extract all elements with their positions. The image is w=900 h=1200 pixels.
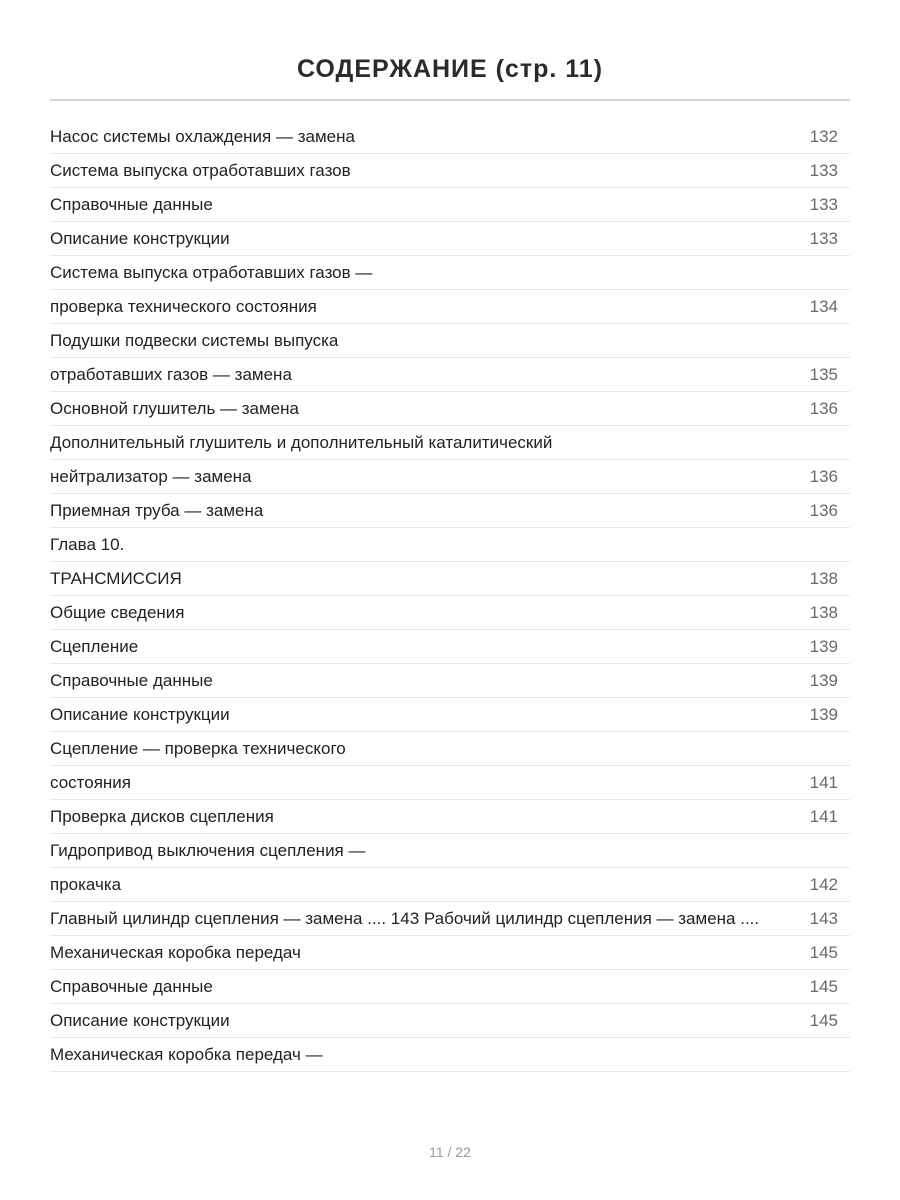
toc-entry-page-number: 133 <box>809 228 838 248</box>
toc-entry-title: Дополнительный глушитель и дополнительный каталитический <box>50 432 553 452</box>
toc-entry[interactable] <box>50 120 850 154</box>
toc-entry[interactable] <box>50 528 850 562</box>
toc-entry[interactable] <box>50 494 850 528</box>
toc-entry-page-number: 139 <box>809 636 838 656</box>
toc-entry[interactable] <box>50 256 850 290</box>
toc-entry-title: Система выпуска отработавших газов — <box>50 262 373 282</box>
toc-entry-page-number: 136 <box>809 500 838 520</box>
toc-entry-title: Насос системы охлаждения — замена <box>50 126 355 146</box>
toc-entry-page-number: 139 <box>809 670 838 690</box>
toc-entry-title: Описание конструкции <box>50 228 230 248</box>
toc-entry[interactable] <box>50 834 850 868</box>
toc-entry-title: Описание конструкции <box>50 704 230 724</box>
page-pagination: 11 / 22 <box>429 1144 471 1160</box>
title-divider <box>50 99 850 101</box>
toc-entry[interactable] <box>50 664 850 698</box>
toc-entry[interactable] <box>50 766 850 800</box>
toc-entry-page-number: 141 <box>809 806 838 826</box>
toc-entry-page-number: 142 <box>809 874 838 894</box>
toc-entry-title: Главный цилиндр сцепления — замена .... 143 Рабочий цилиндр сцепления — замена .... <box>50 908 760 928</box>
toc-entry-title: ТРАНСМИССИЯ <box>50 568 182 588</box>
toc-entry-page-number: 133 <box>809 160 838 180</box>
toc-entry-page-number: 139 <box>809 704 838 724</box>
table-of-contents <box>50 120 850 1072</box>
toc-entry[interactable] <box>50 1004 850 1038</box>
toc-entry[interactable] <box>50 562 850 596</box>
toc-entry[interactable] <box>50 324 850 358</box>
toc-entry-title: Основной глушитель — замена <box>50 398 299 418</box>
toc-entry-title: Глава 10. <box>50 534 125 554</box>
toc-entry-title: Гидропривод выключения сцепления — <box>50 840 366 860</box>
toc-entry[interactable] <box>50 698 850 732</box>
toc-entry[interactable] <box>50 902 850 936</box>
toc-entry-title: Сцепление <box>50 636 139 656</box>
toc-entry-title: отработавших газов — замена <box>50 364 292 384</box>
toc-entry-page-number: 143 <box>809 908 838 928</box>
toc-entry-title: нейтрализатор — замена <box>50 466 252 486</box>
toc-entry[interactable] <box>50 392 850 426</box>
toc-entry[interactable] <box>50 1038 850 1072</box>
toc-entry-title: Общие сведения <box>50 602 185 622</box>
toc-entry-title: прокачка <box>50 874 122 894</box>
toc-entry-page-number: 136 <box>809 398 838 418</box>
toc-entry[interactable] <box>50 290 850 324</box>
toc-entry-page-number: 132 <box>809 126 838 146</box>
toc-entry-title: Справочные данные <box>50 194 213 214</box>
toc-entry[interactable] <box>50 358 850 392</box>
toc-entry-page-number: 145 <box>809 1010 838 1030</box>
toc-entry[interactable] <box>50 426 850 460</box>
toc-entry[interactable] <box>50 732 850 766</box>
toc-entry-page-number: 134 <box>809 296 838 316</box>
toc-entry-title: Сцепление — проверка технического <box>50 738 346 758</box>
toc-entry-page-number: 133 <box>809 194 838 214</box>
toc-entry[interactable] <box>50 460 850 494</box>
toc-entry-title: состояния <box>50 772 131 792</box>
toc-entry-title: Механическая коробка передач — <box>50 1044 323 1064</box>
toc-entry-title: Приемная труба — замена <box>50 500 264 520</box>
toc-entry[interactable] <box>50 596 850 630</box>
toc-entry-title: Система выпуска отработавших газов <box>50 160 351 180</box>
toc-entry[interactable] <box>50 188 850 222</box>
toc-entry-title: Описание конструкции <box>50 1010 230 1030</box>
toc-entry-title: Справочные данные <box>50 976 213 996</box>
toc-entry-page-number: 135 <box>809 364 838 384</box>
toc-entry[interactable] <box>50 630 850 664</box>
toc-entry[interactable] <box>50 154 850 188</box>
toc-entry[interactable] <box>50 970 850 1004</box>
toc-entry-title: Справочные данные <box>50 670 213 690</box>
page-title: СОДЕРЖАНИЕ (стр. 11) <box>296 54 604 83</box>
toc-entry[interactable] <box>50 222 850 256</box>
toc-entry-page-number: 138 <box>809 568 838 588</box>
toc-entry-title: проверка технического состояния <box>50 296 317 316</box>
toc-entry-title: Механическая коробка передач <box>50 942 301 962</box>
toc-entry-title: Проверка дисков сцепления <box>50 806 274 826</box>
toc-entry-page-number: 141 <box>809 772 838 792</box>
toc-entry[interactable] <box>50 868 850 902</box>
toc-entry-title: Подушки подвески системы выпуска <box>50 330 339 350</box>
toc-entry-page-number: 145 <box>809 942 838 962</box>
toc-entry-page-number: 138 <box>809 602 838 622</box>
toc-entry[interactable] <box>50 936 850 970</box>
toc-entry-page-number: 136 <box>809 466 838 486</box>
toc-entry[interactable] <box>50 800 850 834</box>
toc-entry-page-number: 145 <box>809 976 838 996</box>
